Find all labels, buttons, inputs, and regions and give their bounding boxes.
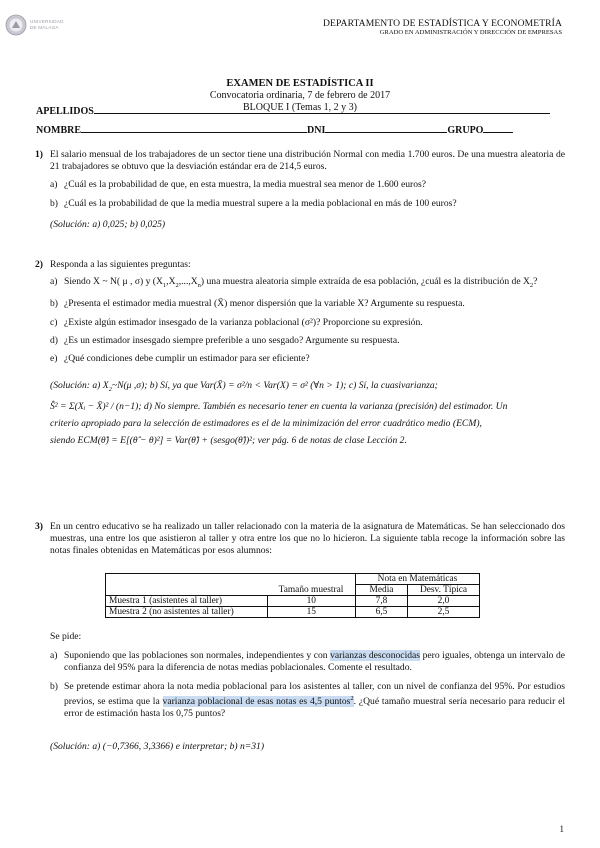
question-2e-text: ¿Qué condiciones debe cumplir un estimador para ser eficiente? xyxy=(64,352,310,364)
question-2-solution xyxy=(50,377,565,449)
grades-table xyxy=(105,573,480,618)
name-field[interactable] xyxy=(81,123,307,133)
question-2d-text: ¿Es un estimador insesgado siempre preferible a uno sesgado? Argumente su respuesta. xyxy=(64,334,400,346)
dni-field[interactable] xyxy=(325,123,447,133)
solution-2-line-3: criterio apropiado para la selección de estimadores es el de la minimización del error cuadrático medio (ECM), xyxy=(50,418,482,430)
question-2 xyxy=(35,259,565,449)
surname-row xyxy=(36,104,564,118)
table-row: Muestra 1 (asistentes al taller) 10 7,8 2,0 xyxy=(106,596,480,607)
question-3 xyxy=(35,521,565,558)
table-header-sd: Desv. Típica xyxy=(408,585,480,596)
question-1a-label: a) xyxy=(50,179,58,191)
name-label: NOMBRE xyxy=(36,125,81,136)
question-1-number: 1) xyxy=(35,149,43,160)
question-2a-label: a) xyxy=(50,276,58,288)
question-1 xyxy=(35,149,565,231)
question-3-number: 3) xyxy=(35,521,43,532)
dni-label: DNI xyxy=(307,125,326,136)
exam-title: EXAMEN DE ESTADÍSTICA II xyxy=(226,78,374,89)
group-label: GRUPO xyxy=(447,125,484,136)
highlight-population-variance: varianza poblacional de esas notas es 4,5 puntos$^2$ xyxy=(162,694,354,707)
surname-field[interactable] xyxy=(94,104,550,114)
question-3-solution: (Solución: a) (−0,7366, 3,3366) e interpretar; b) n=31) xyxy=(50,741,265,752)
question-2-intro: Responda a las siguientes preguntas: xyxy=(50,259,191,270)
question-2c-label: c) xyxy=(50,316,58,328)
question-2d-label: d) xyxy=(50,334,58,346)
solution-2-line-2: Ŝ² = Σ(Xᵢ − X̄)² / (n−1); d) No siempre. También es necesario tener en cuenta la varianza (precisión) del estimador. Un xyxy=(50,401,508,413)
solution-2-line-4: siendo ECM(θ̂) = E[(θ̂ − θ)²] = Var(θ̂) + (sesgo(θ̂))²; ver pág. 6 de notas de clase Lección 2. xyxy=(50,435,407,447)
table-row: Muestra 2 (no asistentes al taller) 15 6,5 2,5 xyxy=(106,607,480,618)
question-3b-text: Se pretende estimar ahora la nota media poblacional para los asistentes al taller, con un nivel de confianza del 95%. Por estudios previos, se estima que la varianza poblacional de esas notas es 4,5 puntos$^2$. ¿Qué tamaño muestral sería necesario para reducir el error de estimación hasta los 0,75 puntos? xyxy=(64,680,566,720)
department-header xyxy=(323,18,562,37)
question-2e-label: e) xyxy=(50,352,58,364)
degree-name: GRADO EN ADMINISTRACIÓN Y DIRECCIÓN DE EMPRESAS xyxy=(379,29,562,36)
question-1a-text: ¿Cuál es la probabilidad de que, en esta muestra, la media muestral sea menor de 1.600 euros? xyxy=(64,179,427,191)
question-1-solution: (Solución: a) 0,025; b) 0,025) xyxy=(50,218,166,230)
question-3-parts xyxy=(50,631,565,720)
page-number: 1 xyxy=(559,824,564,834)
question-3-se-pide: Se pide: xyxy=(50,631,82,642)
question-3-text: En un centro educativo se ha realizado un taller relacionado con la materia de la asignatura de Matemáticas. Se han seleccionado dos muestras, una entre los que asistieron al taller y otra entre los que no lo hicieron. La siguiente tabla recoge la información sobre las notas finales obtenidas en Matemáticas por esos alumnos: xyxy=(50,521,565,557)
name-row xyxy=(36,123,564,137)
highlight-unknown-variances: varianzas desconocidas xyxy=(330,650,421,662)
university-name: UNIVERSIDAD DE MÁLAGA xyxy=(30,19,64,30)
question-3a-text: Suponiendo que las poblaciones son normales, independientes y con varianzas desconocidas pero iguales, obtenga un intervalo de confianza del 95% para la diferencia de notas medias poblacionales. Comente el resultado. xyxy=(64,650,565,674)
question-2a-text: Siendo X ~ N( μ , σ) y $(X_1,X_2,...,X_n)$ una muestra aleatoria simple extraída de esa población, ¿cuál es la distribución de $X_2$? xyxy=(64,276,538,290)
question-2-number: 2) xyxy=(35,259,43,270)
exam-block: BLOQUE I (Temas 1, 2 y 3) xyxy=(243,101,357,113)
question-2b-text: ¿Presenta el estimador media muestral (X̄) menor dispersión que la variable X? Argumente su respuesta. xyxy=(64,298,465,310)
university-seal-icon xyxy=(5,14,27,36)
exam-session: Convocatoria ordinaria, 7 de febrero de 2017 xyxy=(209,90,391,101)
surname-label: APELLIDOS xyxy=(36,106,94,117)
question-2b-label: b) xyxy=(50,298,58,310)
question-1b-label: b) xyxy=(50,197,58,209)
question-1b-text: ¿Cuál es la probabilidad de que la media muestral supere a la media poblacional en más de 100 euros? xyxy=(64,197,457,209)
question-3a-label: a) xyxy=(50,650,58,662)
group-field[interactable] xyxy=(483,123,513,133)
table-header-mean: Media xyxy=(356,585,408,596)
question-2c-text: ¿Existe algún estimador insesgado de la varianza poblacional (σ²)? Proporcione su expresión. xyxy=(64,316,423,328)
solution-2-line-1: (Solución: a) $X_2\sim N(\mu$ ,σ); b) Sí, ya que Var(X̄) = σ²/n < Var(X) = σ² (∀n > 1); c) Sí, la cuasivarianza; xyxy=(50,380,438,394)
table-header-size: Tamaño muestral xyxy=(267,585,356,596)
question-1-text: El salario mensual de los trabajadores de un sector tiene una distribución Normal con media 1.700 euros. De una muestra aleatoria de 21 trabajadores se obtuvo que la desviación estándar era de 214,5 euros. xyxy=(50,149,565,173)
question-3b-label: b) xyxy=(50,680,58,692)
department-name: DEPARTAMENTO DE ESTADÍSTICA Y ECONOMETRÍA xyxy=(323,18,562,29)
university-logo xyxy=(5,12,85,38)
table-group-header: Nota en Matemáticas xyxy=(356,574,480,585)
